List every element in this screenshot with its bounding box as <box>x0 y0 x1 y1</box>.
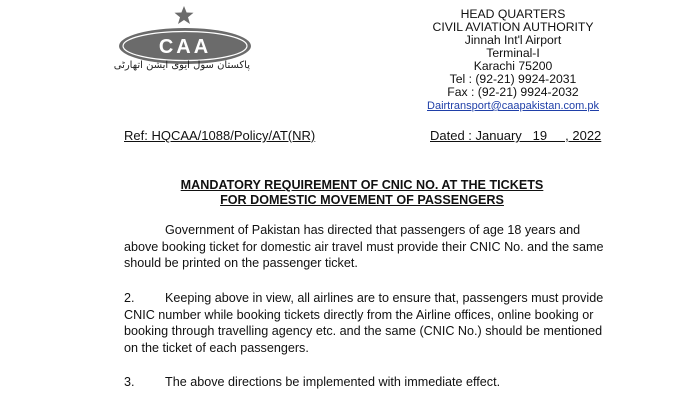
paragraph-number: 3. <box>124 375 135 389</box>
address-line: Terminal-I <box>486 46 540 60</box>
paragraph-text: The above directions be implemented with immediate effect. <box>165 375 501 389</box>
date-line: Dated : January 19 , 2022 <box>430 128 602 143</box>
address-line: Karachi 75200 <box>473 59 553 73</box>
address-line: HEAD QUARTERS <box>460 7 566 21</box>
email-link[interactable]: Dairtransport@caapakistan.com.pk <box>427 100 599 112</box>
urdu-tagline: پاکستان سول ایوی ایشن اتھارٹی <box>113 60 250 71</box>
caa-logo <box>113 6 258 86</box>
document-heading <box>124 178 600 208</box>
paragraph-2 <box>124 290 604 356</box>
heading-line-1: MANDATORY REQUIREMENT OF CNIC NO. AT THE TICKETS <box>180 178 544 192</box>
paragraph-text: Government of Pakistan has directed that passengers of age 18 years and above booking ticket for domestic air travel must provide their CNIC No. and the same should be printed on the passenger ticket. <box>124 223 604 270</box>
star-icon <box>175 6 194 24</box>
address-block <box>418 8 608 113</box>
paragraph-3 <box>124 374 604 391</box>
address-line: Fax : (92-21) 9924-2032 <box>447 85 579 99</box>
address-line: Jinnah Int'l Airport <box>464 33 562 47</box>
paragraph-1 <box>124 222 604 272</box>
logo-acronym: CAA <box>158 36 212 58</box>
reference-number: Ref: HQCAA/1088/Policy/AT(NR) <box>124 128 316 143</box>
heading-line-2: FOR DOMESTIC MOVEMENT OF PASSENGERS <box>220 193 504 207</box>
address-line: Tel : (92-21) 9924-2031 <box>449 72 577 86</box>
caa-logo-graphic <box>113 6 258 86</box>
paragraph-number: 2. <box>124 291 135 305</box>
paragraph-text: Keeping above in view, all airlines are to ensure that, passengers must provide CNIC number while booking tickets directly from the Airline offices, online booking or booking through travelling agency etc. and the same (CNIC No.) should be mentioned on the ticket of each passengers. <box>124 291 604 355</box>
address-line: CIVIL AVIATION AUTHORITY <box>432 20 594 34</box>
